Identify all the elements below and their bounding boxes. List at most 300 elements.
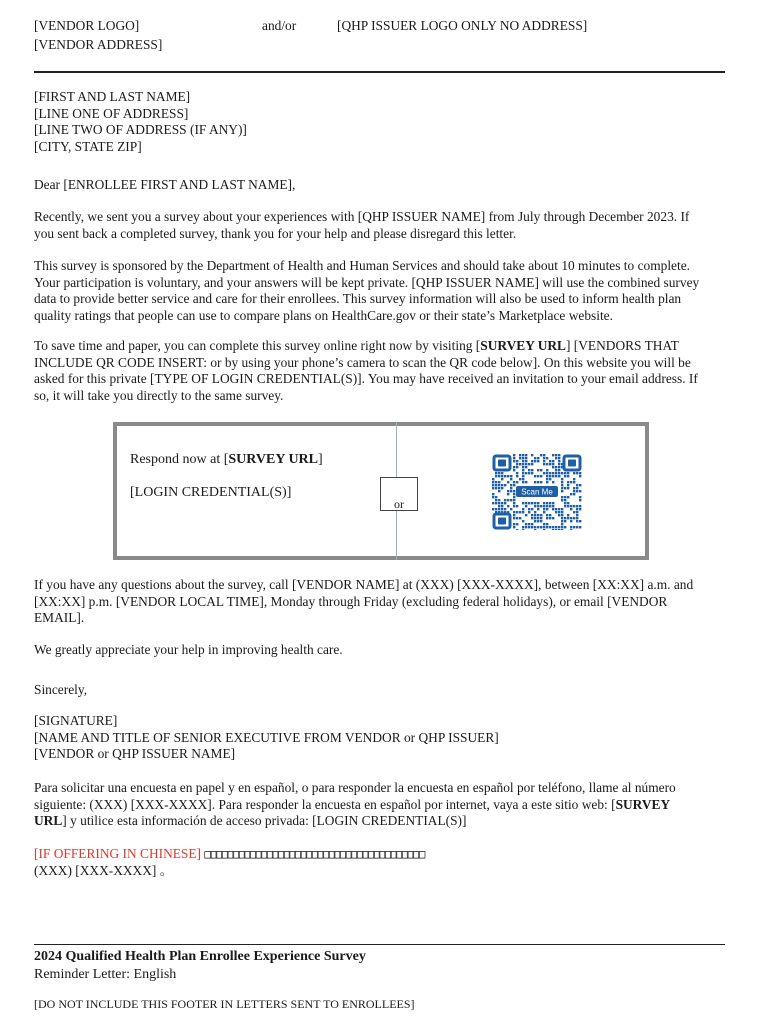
qr-module (546, 463, 548, 465)
qr-module (540, 514, 542, 516)
qr-module (525, 481, 527, 483)
qr-module (567, 472, 569, 474)
qr-module (549, 472, 551, 474)
qr-module (525, 463, 527, 465)
qr-module (528, 511, 530, 513)
qr-module (561, 472, 563, 474)
paragraph-line: EMAIL]. (34, 610, 85, 625)
qr-module (498, 481, 500, 483)
qr-module (570, 517, 572, 519)
qr-module (498, 508, 500, 510)
qr-module (540, 454, 542, 456)
address-line: [LINE TWO OF ADDRESS (IF ANY)] (34, 122, 247, 137)
qr-module (513, 514, 515, 516)
paragraph-line: you sent back a completed survey, thank you for your help and please disregard this letter. (34, 225, 517, 241)
qr-code-icon[interactable] (492, 454, 582, 530)
qr-module (519, 517, 521, 519)
qr-module (570, 493, 572, 495)
qr-module (528, 463, 530, 465)
qr-module (531, 508, 533, 510)
qr-module (537, 526, 539, 528)
qr-module (573, 493, 575, 495)
paragraph-text: To save time and paper, you can complete this survey online right now by visiting [ (34, 338, 481, 353)
qr-module (501, 475, 503, 477)
qr-module (516, 460, 518, 462)
qr-module (546, 526, 548, 528)
qr-module (492, 478, 494, 480)
qr-module (558, 460, 560, 462)
qr-module (495, 472, 497, 474)
paragraph-line: INCLUDE QR CODE INSERT: or by using your phone’s camera to scan the QR code below]. On this website you will be (34, 354, 691, 370)
qr-module (567, 475, 569, 477)
qr-module (513, 502, 515, 504)
qr-module (498, 499, 500, 501)
qr-module (492, 487, 494, 489)
qr-module (519, 457, 521, 459)
qr-module (555, 526, 557, 528)
qr-scan-label: Scan Me (521, 487, 553, 497)
paragraph-line: Para solicitar una encuesta en papel y en español, o para responder la encuesta en español por teléfono, llame al número (34, 780, 676, 795)
qr-module (513, 484, 515, 486)
vendor-address-placeholder: [VENDOR ADDRESS] (34, 37, 163, 52)
paragraph-survey-sponsor (34, 258, 699, 324)
qr-module (495, 496, 497, 498)
qr-module (498, 490, 500, 492)
qr-module (513, 490, 515, 492)
footer-note: [DO NOT INCLUDE THIS FOOTER IN LETTERS SENT TO ENROLLEES] (34, 997, 415, 1011)
qr-module (561, 529, 563, 530)
address-line: [CITY, STATE ZIP] (34, 138, 142, 154)
qr-module (531, 514, 533, 516)
survey-url-placeholder: URL (34, 813, 63, 828)
qr-module (567, 487, 569, 489)
qr-module (564, 496, 566, 498)
qr-module (561, 511, 563, 513)
qr-module (492, 508, 494, 510)
qr-module (579, 496, 581, 498)
qr-module (558, 511, 560, 513)
qr-module (537, 505, 539, 507)
qr-module (564, 499, 566, 501)
qr-module (561, 514, 563, 516)
qr-module (522, 457, 524, 459)
qr-module (579, 520, 581, 522)
signature-block (34, 713, 499, 763)
paragraph-text: ] [VENDORS THAT (566, 338, 679, 353)
qr-module (513, 499, 515, 501)
qr-module (570, 481, 572, 483)
qr-module (501, 505, 503, 507)
qr-module (513, 466, 515, 468)
address-line: [FIRST AND LAST NAME] (34, 89, 191, 104)
qr-module (546, 517, 548, 519)
qr-module (576, 520, 578, 522)
qr-module (504, 484, 506, 486)
qr-module (540, 481, 542, 483)
qr-module (579, 475, 581, 477)
header-divider (34, 71, 725, 73)
qr-module (534, 460, 536, 462)
qr-module (537, 481, 539, 483)
qr-module (525, 502, 527, 504)
qr-module (522, 460, 524, 462)
qr-module (528, 502, 530, 504)
footer-divider (34, 944, 725, 945)
qr-module (567, 481, 569, 483)
qr-module (576, 472, 578, 474)
qr-module (558, 469, 560, 471)
paragraph-online-instructions (34, 338, 698, 404)
qr-module (549, 502, 551, 504)
qr-module (546, 481, 548, 483)
qr-module (543, 457, 545, 459)
qr-module (543, 502, 545, 504)
qr-module (507, 499, 509, 501)
qr-module (540, 469, 542, 471)
qr-module (570, 520, 572, 522)
qr-module (540, 526, 542, 528)
qr-module (504, 499, 506, 501)
qr-module (501, 484, 503, 486)
qr-module (501, 487, 503, 489)
qr-module (534, 475, 536, 477)
qr-module (522, 466, 524, 468)
qr-module (492, 481, 494, 483)
qr-module (525, 466, 527, 468)
qr-module (555, 508, 557, 510)
qr-module (516, 505, 518, 507)
qr-module (516, 529, 518, 530)
qr-module (534, 520, 536, 522)
qr-module (498, 472, 500, 474)
qr-module (537, 457, 539, 459)
qr-module (561, 526, 563, 528)
qr-module (534, 529, 536, 530)
survey-url-placeholder: SURVEY URL (480, 338, 566, 353)
respond-text: ] (318, 452, 323, 467)
qr-module (531, 460, 533, 462)
qr-module (531, 469, 533, 471)
qr-module (522, 481, 524, 483)
qr-module (576, 526, 578, 528)
qr-module (543, 454, 545, 456)
qr-module (516, 472, 518, 474)
qr-module (549, 460, 551, 462)
qr-module (492, 493, 494, 495)
qr-module (558, 454, 560, 456)
qr-module (495, 481, 497, 483)
paragraph-line: If you have any questions about the survey, call [VENDOR NAME] at (XXX) [XXX-XXXX], between [XX:XX] a.m. and (34, 577, 694, 592)
qr-module (495, 484, 497, 486)
qr-module (549, 517, 551, 519)
qr-module (546, 508, 548, 510)
qr-module (573, 481, 575, 483)
qr-module (552, 517, 554, 519)
qr-module (537, 508, 539, 510)
login-credential-placeholder: [LOGIN CREDENTIAL(S)] (130, 485, 292, 500)
paragraph-line (34, 813, 676, 830)
qr-module (510, 508, 512, 510)
qr-module (546, 469, 548, 471)
paragraph-text: ] y utilice esta información de acceso privada: [LOGIN CREDENTIAL(S)] (62, 813, 467, 828)
qr-module (522, 520, 524, 522)
signature-line: [VENDOR or QHP ISSUER NAME] (34, 746, 236, 761)
qr-module (531, 454, 533, 456)
qr-module (564, 475, 566, 477)
qr-module (561, 523, 563, 525)
qr-module (561, 499, 563, 501)
qr-module (522, 526, 524, 528)
qr-module (522, 469, 524, 471)
vendor-logo-placeholder: [VENDOR LOGO] (34, 18, 140, 33)
qr-module (513, 526, 515, 528)
qr-module (549, 505, 551, 507)
qr-module (546, 514, 548, 516)
survey-url-placeholder: SURVEY (615, 796, 671, 812)
qr-module (498, 475, 500, 477)
qr-response-box (113, 422, 649, 560)
paragraph-line (34, 797, 676, 814)
qr-module (501, 478, 503, 480)
qr-module (561, 487, 563, 489)
qr-module (567, 514, 569, 516)
qr-module (537, 475, 539, 477)
qr-module (534, 457, 536, 459)
qr-module (531, 523, 533, 525)
qr-module (543, 508, 545, 510)
qr-module (513, 460, 515, 462)
qr-module (579, 505, 581, 507)
qr-module (552, 475, 554, 477)
qr-module (513, 493, 515, 495)
qr-module (522, 511, 524, 513)
qr-module (495, 502, 497, 504)
paragraph-text: siguiente: (XXX) [XXX-XXXX]. Para responder la encuesta en español por internet, vaya a este sitio web: [ (34, 796, 616, 812)
qr-module (567, 502, 569, 504)
qr-module (513, 496, 515, 498)
qr-module (504, 475, 506, 477)
salutation: Dear [ENROLLEE FIRST AND LAST NAME], (34, 177, 296, 192)
qr-module (531, 517, 533, 519)
qr-module (558, 508, 560, 510)
qr-module (492, 502, 494, 504)
qr-module (540, 505, 542, 507)
qr-module (567, 517, 569, 519)
qr-module (576, 514, 578, 516)
qr-module (528, 523, 530, 525)
qr-module (555, 457, 557, 459)
qr-module (561, 478, 563, 480)
qr-module (573, 490, 575, 492)
qr-module (564, 505, 566, 507)
qr-module (570, 508, 572, 510)
qr-module (507, 475, 509, 477)
qr-module (558, 457, 560, 459)
qr-module (561, 490, 563, 492)
qr-module (564, 517, 566, 519)
qr-module (537, 514, 539, 516)
qr-module (501, 472, 503, 474)
qr-module (543, 526, 545, 528)
qr-module (516, 511, 518, 513)
qr-module (543, 505, 545, 507)
qr-module (561, 496, 563, 498)
paragraph-line: This survey is sponsored by the Department of Health and Human Services and should take about 10 minutes to complete. (34, 258, 690, 273)
qr-module (525, 457, 527, 459)
qr-module (528, 526, 530, 528)
qr-module (525, 472, 527, 474)
qr-module (555, 466, 557, 468)
qr-module (516, 523, 518, 525)
footer-subtitle: Reminder Letter: English (34, 967, 177, 982)
qr-module (498, 502, 500, 504)
qr-module (579, 508, 581, 510)
paragraph-line: data to provide better service and care for their enrollees. This survey information will also be used to inform health plan (34, 291, 682, 306)
issuer-logo-placeholder: [QHP ISSUER LOGO ONLY NO ADDRESS] (337, 18, 588, 33)
qr-module (531, 472, 533, 474)
qr-module (558, 514, 560, 516)
qr-module (552, 454, 554, 456)
qr-module (579, 490, 581, 492)
qr-module (573, 472, 575, 474)
paragraph-line: quality ratings that people can use to compare plans on HealthCare.gov or their state’s Marketplace website. (34, 307, 613, 323)
qr-module (522, 478, 524, 480)
qr-module (513, 454, 515, 456)
qr-module (576, 508, 578, 510)
qr-module (510, 499, 512, 501)
qr-module (555, 469, 557, 471)
qr-module (576, 484, 578, 486)
qr-module (576, 511, 578, 513)
and-or-text: and/or (262, 18, 297, 33)
qr-module (546, 472, 548, 474)
qr-module (495, 475, 497, 477)
qr-module (513, 457, 515, 459)
qr-module (579, 484, 581, 486)
qr-module (570, 505, 572, 507)
qr-module (534, 511, 536, 513)
qr-module (492, 484, 494, 486)
qr-module (552, 529, 554, 530)
qr-module (525, 526, 527, 528)
qr-module (525, 460, 527, 462)
qr-module (555, 472, 557, 474)
qr-module (507, 490, 509, 492)
paragraph-survey-reminder (34, 209, 689, 242)
qr-module (528, 508, 530, 510)
address-line: [LINE ONE OF ADDRESS] (34, 105, 189, 121)
qr-module (507, 493, 509, 495)
qr-module (537, 469, 539, 471)
qr-module (537, 502, 539, 504)
qr-module (510, 490, 512, 492)
qr-module (561, 517, 563, 519)
qr-module (513, 505, 515, 507)
paragraph-line: so, it will take you directly to the same survey. (34, 387, 284, 403)
qr-module (537, 520, 539, 522)
qr-module (516, 466, 518, 468)
qr-module (573, 517, 575, 519)
qr-module (579, 526, 581, 528)
qr-module (546, 478, 548, 480)
qr-module (507, 481, 509, 483)
qr-module (519, 478, 521, 480)
qr-module (513, 511, 515, 513)
qr-module (552, 508, 554, 510)
qr-module (498, 487, 500, 489)
qr-module (552, 466, 554, 468)
qr-module (519, 463, 521, 465)
qr-module (543, 472, 545, 474)
qr-module (510, 478, 512, 480)
qr-module (504, 502, 506, 504)
qr-module (543, 523, 545, 525)
qr-module (576, 505, 578, 507)
respond-now-text (130, 452, 323, 469)
qr-module (516, 517, 518, 519)
qr-module (531, 463, 533, 465)
qr-module (567, 484, 569, 486)
qr-module (543, 460, 545, 462)
qr-module (576, 517, 578, 519)
qr-module (552, 502, 554, 504)
qr-module (573, 505, 575, 507)
qr-module (522, 472, 524, 474)
paragraph-line: [XX:XX] p.m. [VENDOR LOCAL TIME], Monday through Friday (excluding federal holidays), or email [VENDOR (34, 593, 668, 609)
qr-module (522, 475, 524, 477)
qr-module (522, 508, 524, 510)
qr-module (564, 487, 566, 489)
qr-module (564, 472, 566, 474)
qr-module (510, 487, 512, 489)
qr-module (549, 526, 551, 528)
qr-module (552, 505, 554, 507)
qr-module (543, 529, 545, 530)
qr-module (513, 481, 515, 483)
qr-module (558, 466, 560, 468)
qr-module (540, 475, 542, 477)
qr-module (501, 502, 503, 504)
qr-module (555, 529, 557, 530)
qr-module (525, 514, 527, 516)
qr-module (561, 520, 563, 522)
qr-module (558, 475, 560, 477)
qr-module (525, 523, 527, 525)
qr-module (573, 487, 575, 489)
qr-module (573, 526, 575, 528)
qr-module (546, 505, 548, 507)
qr-module (549, 475, 551, 477)
qr-module (561, 484, 563, 486)
or-label: or (380, 477, 418, 511)
qr-module (513, 469, 515, 471)
qr-module (552, 472, 554, 474)
qr-module (552, 526, 554, 528)
qr-module (528, 469, 530, 471)
qr-module (555, 511, 557, 513)
signature-line: [NAME AND TITLE OF SENIOR EXECUTIVE FROM VENDOR or QHP ISSUER] (34, 729, 499, 745)
qr-module (513, 517, 515, 519)
paragraph-chinese (34, 846, 424, 879)
qr-module (561, 508, 563, 510)
qr-module (501, 508, 503, 510)
paragraph-line (34, 338, 698, 355)
signature-line: [SIGNATURE] (34, 713, 118, 728)
qr-module (510, 475, 512, 477)
qr-module (510, 484, 512, 486)
qr-module (543, 463, 545, 465)
paragraph-contact (34, 577, 693, 627)
